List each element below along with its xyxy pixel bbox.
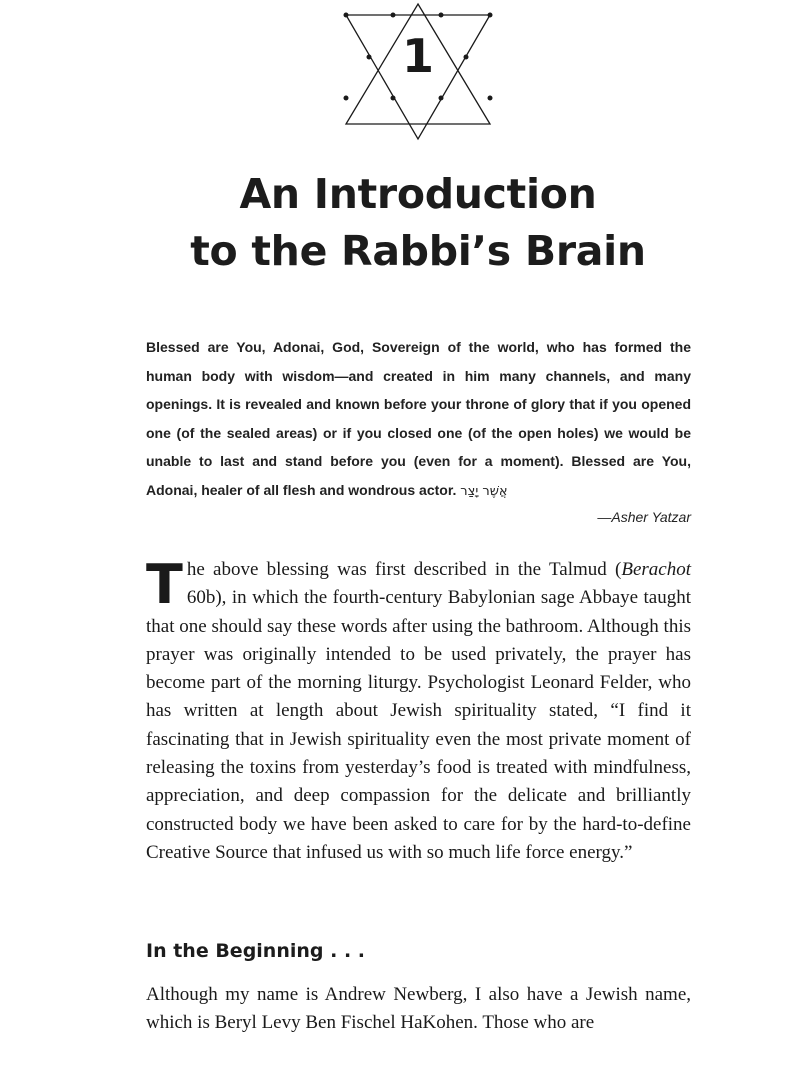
chapter-title-line-2: to the Rabbi’s Brain: [190, 227, 646, 275]
epigraph-text: Blessed are You, Adonai, God, Sovereign of the world, who has formed the human body with wisdom—and created in him many channels, and many openings. It is revealed and known before your throne of glory that if you opened one (of the sealed areas) or if you closed one (of the open holes) we would be unable to last and stand before you (even for a moment). Blessed are You, Adonai, healer of all flesh and wondrous actor.: [146, 339, 691, 498]
epigraph-attribution: —Asher Yatzar: [597, 509, 691, 525]
epigraph-hebrew: אֲשֶׁר יָצַר: [460, 483, 508, 499]
epigraph: [146, 333, 691, 506]
body-paragraph-2: Although my name is Andrew Newberg, I also have a Jewish name, which is Beryl Levy Ben Fischel HaKohen. Those who are: [146, 984, 691, 1034]
talmud-citation: Berachot: [621, 559, 691, 580]
body-paragraph-1: [146, 553, 691, 867]
chapter-title-line-1: An Introduction: [239, 170, 597, 218]
section-heading: In the Beginning . . .: [146, 940, 365, 962]
paragraph-1-lead: he above blessing was first described in the Talmud (: [186, 559, 622, 580]
paragraph-1-rest: 60b), in which the fourth-century Babylonian sage Abbaye taught that one should say these words after using the bathroom. Although this prayer was originally intended to be used privately, the prayer has become part of the morning liturgy. Psychologist Leonard Felder, who has written at length about Jewish spirituality stated, “I find it fascinating that in Jewish spirituality even the most private moment of releasing the toxins from yesterday’s food is treated with mindfulness, appreciation, and deep compassion for the delicate and brilliantly constructed body we have been asked to care for by the hard-to-define Creative Source that infused us with so much life force energy.”: [146, 587, 691, 863]
chapter-title: [100, 166, 736, 280]
chapter-number: 1: [401, 29, 434, 83]
drop-cap: T: [146, 553, 183, 616]
